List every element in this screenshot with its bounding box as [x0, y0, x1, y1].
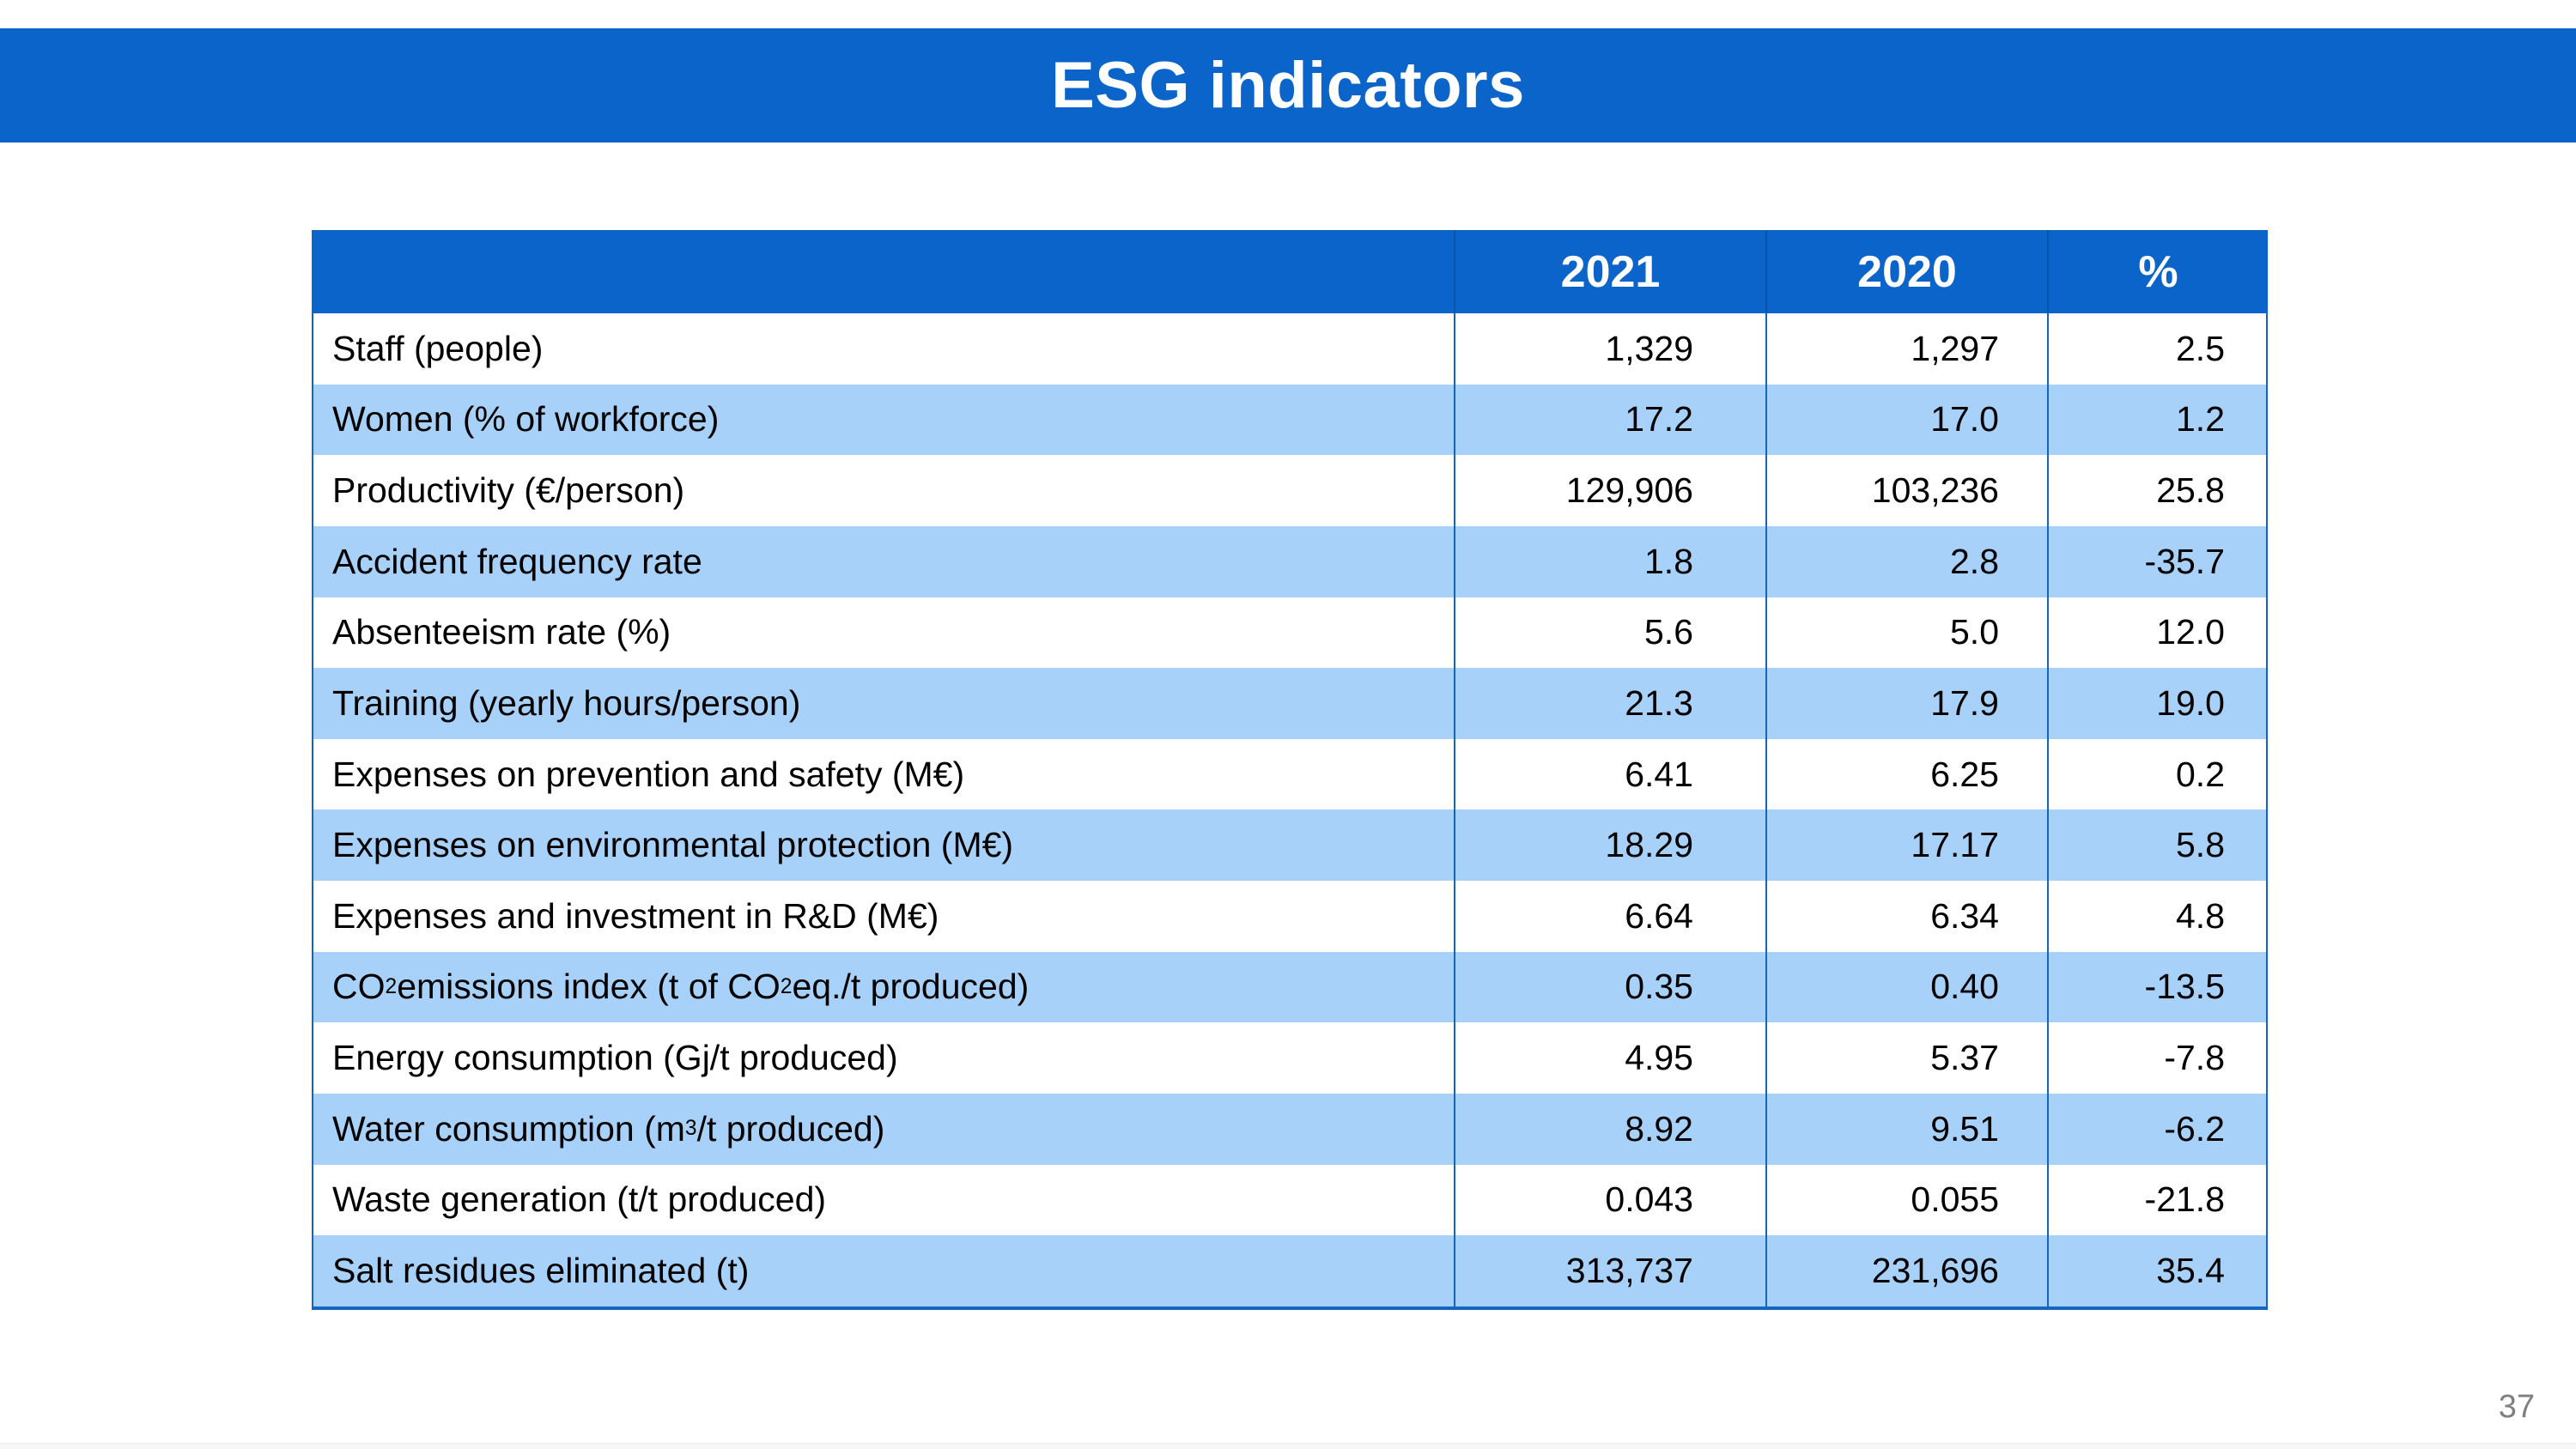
column-header-label	[312, 230, 1454, 313]
value-2021: 1,329	[1454, 313, 1765, 385]
column-header-percent: %	[2047, 230, 2268, 313]
table-row	[313, 385, 2266, 456]
value-percent: 1.2	[2047, 385, 2266, 456]
value-2020: 103,236	[1765, 455, 2047, 526]
value-2020: 2.8	[1765, 526, 2047, 597]
table-row	[313, 739, 2266, 810]
value-percent: -6.2	[2047, 1094, 2266, 1165]
value-2021: 6.41	[1454, 739, 1765, 810]
value-2020: 17.0	[1765, 385, 2047, 456]
title-bar	[0, 28, 2576, 142]
table-row	[313, 1235, 2266, 1307]
value-2021: 313,737	[1454, 1235, 1765, 1307]
value-2020: 5.37	[1765, 1022, 2047, 1094]
value-percent: -21.8	[2047, 1165, 2266, 1236]
table-header-row	[312, 230, 2268, 313]
value-percent: 5.8	[2047, 809, 2266, 881]
value-2020: 6.25	[1765, 739, 2047, 810]
value-percent: -35.7	[2047, 526, 2266, 597]
value-2020: 6.34	[1765, 881, 2047, 952]
value-2021: 21.3	[1454, 668, 1765, 739]
table-body	[312, 313, 2268, 1310]
value-2020: 231,696	[1765, 1235, 2047, 1307]
value-2020: 17.9	[1765, 668, 2047, 739]
row-label: Energy consumption (Gj/t produced)	[332, 1038, 898, 1078]
row-label: Accident frequency rate	[332, 541, 702, 581]
row-label: Water consumption (m 3 /t produced)	[332, 1108, 885, 1149]
value-percent: 25.8	[2047, 455, 2266, 526]
value-percent: 12.0	[2047, 597, 2266, 669]
table-row	[313, 668, 2266, 739]
value-percent: -7.8	[2047, 1022, 2266, 1094]
row-label: Absenteeism rate (%)	[332, 612, 671, 652]
row-label: Salt residues eliminated (t)	[332, 1250, 750, 1290]
value-percent: 19.0	[2047, 668, 2266, 739]
value-2020: 17.17	[1765, 809, 2047, 881]
row-label: Expenses on environmental protection (M€)	[332, 825, 1014, 865]
value-2021: 4.95	[1454, 1022, 1765, 1094]
page-number: 37	[2498, 1389, 2535, 1425]
row-label: Training (yearly hours/person)	[332, 682, 801, 723]
value-2021: 129,906	[1454, 455, 1765, 526]
value-percent: 4.8	[2047, 881, 2266, 952]
table-row	[313, 1094, 2266, 1165]
row-label: Productivity (€/person)	[332, 470, 685, 511]
table-row	[313, 881, 2266, 952]
value-2020: 1,297	[1765, 313, 2047, 385]
column-header-2020: 2020	[1765, 230, 2047, 313]
bottom-edge-line	[0, 1443, 2576, 1449]
value-2020: 0.055	[1765, 1165, 2047, 1236]
table-row	[313, 455, 2266, 526]
value-2021: 5.6	[1454, 597, 1765, 669]
row-label: Expenses on prevention and safety (M€)	[332, 754, 965, 794]
value-percent: 2.5	[2047, 313, 2266, 385]
row-label: Waste generation (t/t produced)	[332, 1179, 827, 1220]
value-2020: 5.0	[1765, 597, 2047, 669]
value-2020: 9.51	[1765, 1094, 2047, 1165]
value-2021: 0.35	[1454, 952, 1765, 1023]
table-row	[313, 597, 2266, 669]
value-2021: 18.29	[1454, 809, 1765, 881]
value-2020: 0.40	[1765, 952, 2047, 1023]
row-label: Expenses and investment in R&D (M€)	[332, 895, 939, 936]
row-label: CO 2 emissions index (t of CO 2 eq./t produced)	[332, 967, 1030, 1007]
value-2021: 0.043	[1454, 1165, 1765, 1236]
value-2021: 1.8	[1454, 526, 1765, 597]
slide-title: ESG indicators	[1051, 49, 1525, 122]
table-row	[313, 1165, 2266, 1236]
table-row	[313, 809, 2266, 881]
esg-indicators-table	[312, 230, 2268, 1310]
column-header-2021: 2021	[1454, 230, 1765, 313]
table-row	[313, 1022, 2266, 1094]
row-label: Women (% of workforce)	[332, 399, 720, 440]
value-percent: 0.2	[2047, 739, 2266, 810]
value-percent: -13.5	[2047, 952, 2266, 1023]
row-label: Staff (people)	[332, 328, 544, 368]
value-2021: 8.92	[1454, 1094, 1765, 1165]
table-row	[313, 526, 2266, 597]
value-percent: 35.4	[2047, 1235, 2266, 1307]
table-row	[313, 313, 2266, 385]
value-2021: 17.2	[1454, 385, 1765, 456]
table-row	[313, 952, 2266, 1023]
value-2021: 6.64	[1454, 881, 1765, 952]
